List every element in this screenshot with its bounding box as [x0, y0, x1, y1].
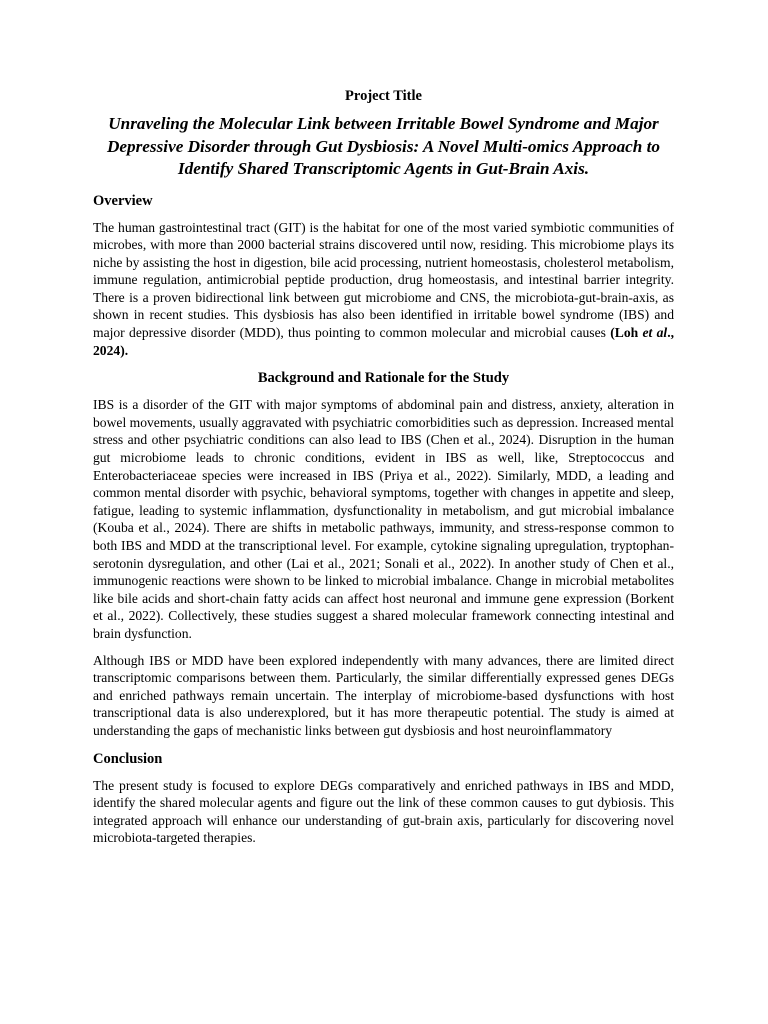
conclusion-heading: Conclusion — [93, 750, 163, 767]
background-paragraph-1: IBS is a disorder of the GIT with major symptoms of abdominal pain and distress, anxiety, alteration in bowel movements, usually aggravated with psychiatric comorbidities such as depression. Increased mental stress and other psychiatric conditions can also lead to IBS (Chen et al., 2024). Disruption in the human gut microbiome leads to chronic conditions, evident in IBS as well, like, Streptococcus and Enterobacteriaceae species were increased in IBS (Priya et al., 2022). Similarly, MDD, a leading and common mental disorder with psychic, behavioral symptoms, together with changes in appetite and sleep, fatigue, leading to systemic inflammation, dysfunctionality in metabolism, and gut microbial imbalance (Kouba et al., 2024). There are shifts in metabolic pathways, immunity, and stress-response common to both IBS and MDD at the transcriptional level. For example, cytokine signaling upregulation, tryptophan-serotonin dysregulation, and other (Lai et al., 2021; Sonali et al., 2022). In another study of Chen et al., immunogenic reactions were shown to be linked to microbial imbalance. Change in microbial metabolites like bile acids and short-chain fatty acids can affect host neuronal and immune gene expression (Borkent et al., 2022). Collectively, these studies suggest a shared molecular framework connecting intestinal and brain dysfunction. — [93, 397, 674, 641]
background-paragraph-2: Although IBS or MDD have been explored independently with many advances, there are limited direct transcriptomic comparisons between them. Particularly, the similar differentially expressed genes DEGs and enriched pathways remain uncertain. The interplay of microbiome-based dysfunctions with host transcriptional data is also underexplored, but it has more therapeutic potential. The study is aimed at understanding the gaps of mechanistic links between gut dysbiosis and host neuroinflammatory — [93, 652, 674, 738]
citation-author: Loh — [614, 325, 643, 341]
background-heading: Background and Rationale for the Study — [257, 370, 510, 387]
project-title: Unraveling the Molecular Link between Irritable Bowel Syndrome and Major Depressive Disorder through Gut Dysbiosis: A Novel Multi-omics Approach to Identify Shared Transcriptomic Agents in Gut-Brain Axis. — [106, 114, 661, 178]
overview-citation: (Loh et al., 2024). — [93, 325, 674, 358]
citation-etal: et al — [642, 325, 668, 341]
overview-paragraph — [93, 219, 674, 360]
overview-heading: Overview — [93, 192, 153, 209]
project-title-label: Project Title — [345, 88, 422, 104]
citation-year: ., 2024). — [93, 325, 674, 358]
conclusion-paragraph: The present study is focused to explore DEGs comparatively and enriched pathways in IBS and MDD, identify the shared molecular agents and figure out the link of these common causes to gut dybiosis. This integrated approach will enhance our understanding of gut-brain axis, particularly for discovering novel microbiota-targeted therapies. — [93, 777, 674, 846]
overview-text: The human gastrointestinal tract (GIT) is the habitat for one of the most varied symbiotic communities of microbes, with more than 2000 bacterial strains discovered until now, residing. This microbiome plays its niche by assisting the host in digestion, bile acid processing, nutrient homeostasis, cholesterol metabolism, immune regulation, antimicrobial peptide production, drug homeostasis, and intestinal barrier integrity. There is a proven bidirectional link between gut microbiome and CNS, the microbiota-gut-brain-axis, as shown in recent studies. This dysbiosis has also been identified in irritable bowel syndrome (IBS) and major depressive disorder (MDD), thus pointing to common molecular and microbial causes — [93, 219, 674, 341]
